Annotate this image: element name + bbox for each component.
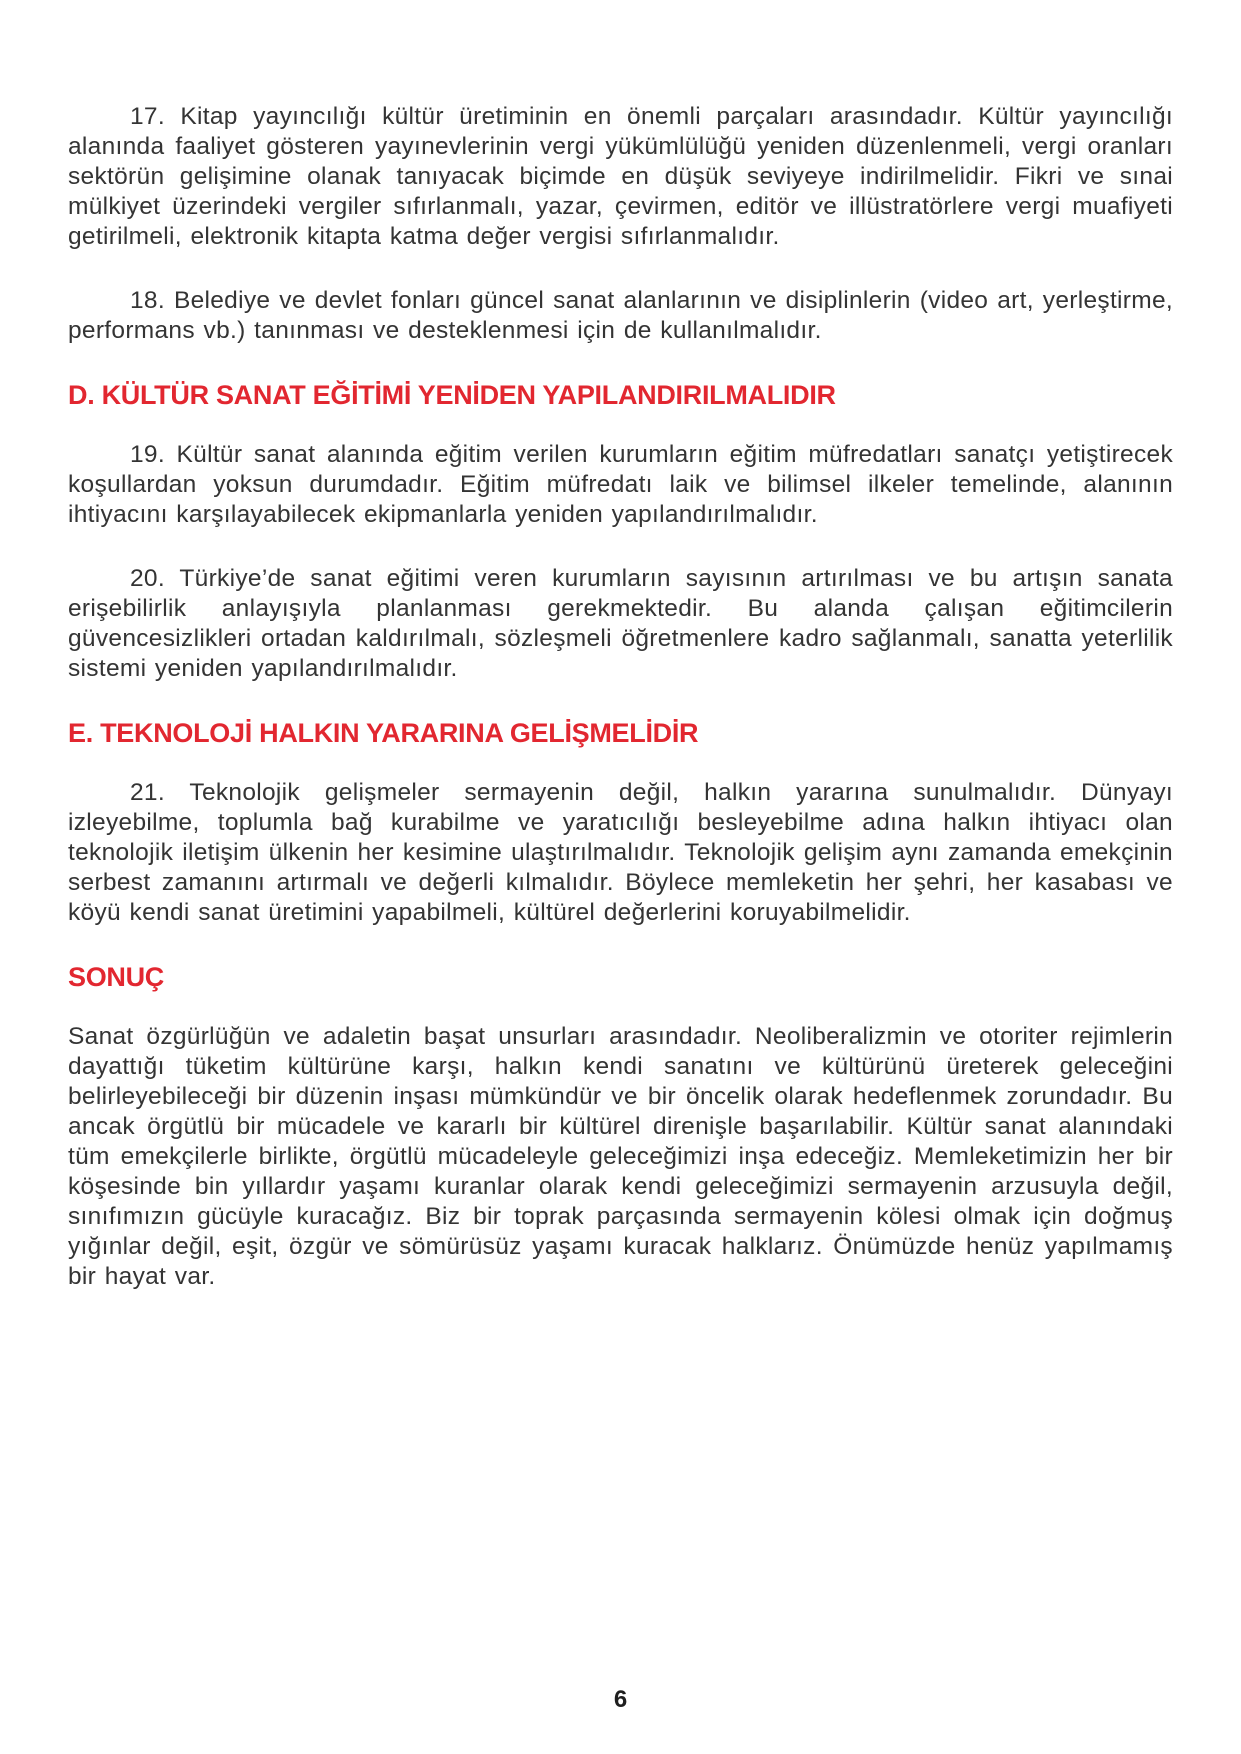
paragraph-17: 17. Kitap yayıncılığı kültür üretiminin en önemli parçaları arasındadır. Kültür yayıncılığı alanında faaliyet gösteren yayınevlerinin vergi yükümlülüğü yeniden düzenlenmeli, vergi oranları sektörün gelişimine olanak tanıyacak biçimde en düşük seviyeye indirilmelidir. Fikri ve sınai mülkiyet üzerindeki vergiler sıfırlanmalı, yazar, çevirmen, editör ve illüstratörlere vergi muafiyeti getirilmeli, elektronik kitapta katma değer vergisi sıfırlanmalıdır. — [68, 103, 1173, 250]
paragraph-18: 18. Belediye ve devlet fonları güncel sanat alanlarının ve disiplinlerin (video art, yerleştirme, performans vb.) tanınması ve desteklenmesi için de kullanılmalıdır. — [68, 287, 1173, 344]
section-heading-d: D. KÜLTÜR SANAT EĞİTİMİ YENİDEN YAPILANDIRILMALIDIR — [68, 380, 836, 410]
paragraph-sonuc: Sanat özgürlüğün ve adaletin başat unsurları arasındadır. Neoliberalizmin ve otoriter rejimlerin dayattığı tüketim kültürüne karşı, halkın kendi sanatını ve kültürünü üreterek geleceğini belirleyebileceği bir düzenin inşası mümkündür ve bir öncelik olarak hedeflenmek zorundadır. Bu ancak örgütlü bir mücadele ve kararlı bir kültürel direnişle başarılabilir. Kültür sanat alanındaki tüm emekçilerle birlikte, örgütlü mücadeleyle geleceğimizi inşa edeceğiz. Memleketimizin her bir köşesinde bin yıllardır yaşamı kuranlar olarak kendi geleceğimizi sermayenin arzusuyla değil, sınıfımızın gücüyle kuracağız. Biz bir toprak parçasında sermayenin kölesi olmak için doğmuş yığınlar değil, eşit, özgür ve sömürüsüz yaşamı kuracak halklarız. Önümüzde henüz yapılmamış bir hayat var. — [68, 1023, 1173, 1290]
section-heading-e: E. TEKNOLOJİ HALKIN YARARINA GELİŞMELİDİR — [68, 718, 699, 748]
paragraph-20: 20. Türkiye’de sanat eğitimi veren kurumların sayısının artırılması ve bu artışın sanata erişebilirlik anlayışıyla planlanması gerekmektedir. Bu alanda çalışan eğitimcilerin güvencesizlikleri ortadan kaldırılmalı, sözleşmeli öğretmenlere kadro sağlanmalı, sanatta yeterlilik sistemi yeniden yapılandırılmalıdır. — [68, 565, 1173, 682]
section-heading-sonuc: SONUÇ — [68, 962, 165, 992]
paragraph-19: 19. Kültür sanat alanında eğitim verilen kurumların eğitim müfredatları sanatçı yetiştirecek koşullardan yoksun durumdadır. Eğitim müfredatı laik ve bilimsel ilkeler temelinde, alanının ihtiyacını karşılayabilecek ekipmanlarla yeniden yapılandırılmalıdır. — [68, 441, 1173, 528]
page-number: 6 — [613, 1686, 628, 1713]
paragraph-21: 21. Teknolojik gelişmeler sermayenin değil, halkın yararına sunulmalıdır. Dünyayı izleyebilme, toplumla bağ kurabilme ve yaratıcılığı besleyebilme adına halkın ihtiyacı olan teknolojik iletişim ülkenin her kesimine ulaştırılmalıdır. Teknolojik gelişim aynı zamanda emekçinin serbest zamanını artırmalı ve değerli kılmalıdır. Böylece memleketin her şehri, her kasabası ve köyü kendi sanat üretimini yapabilmeli, kültürel değerlerini koruyabilmelidir. — [68, 779, 1173, 926]
